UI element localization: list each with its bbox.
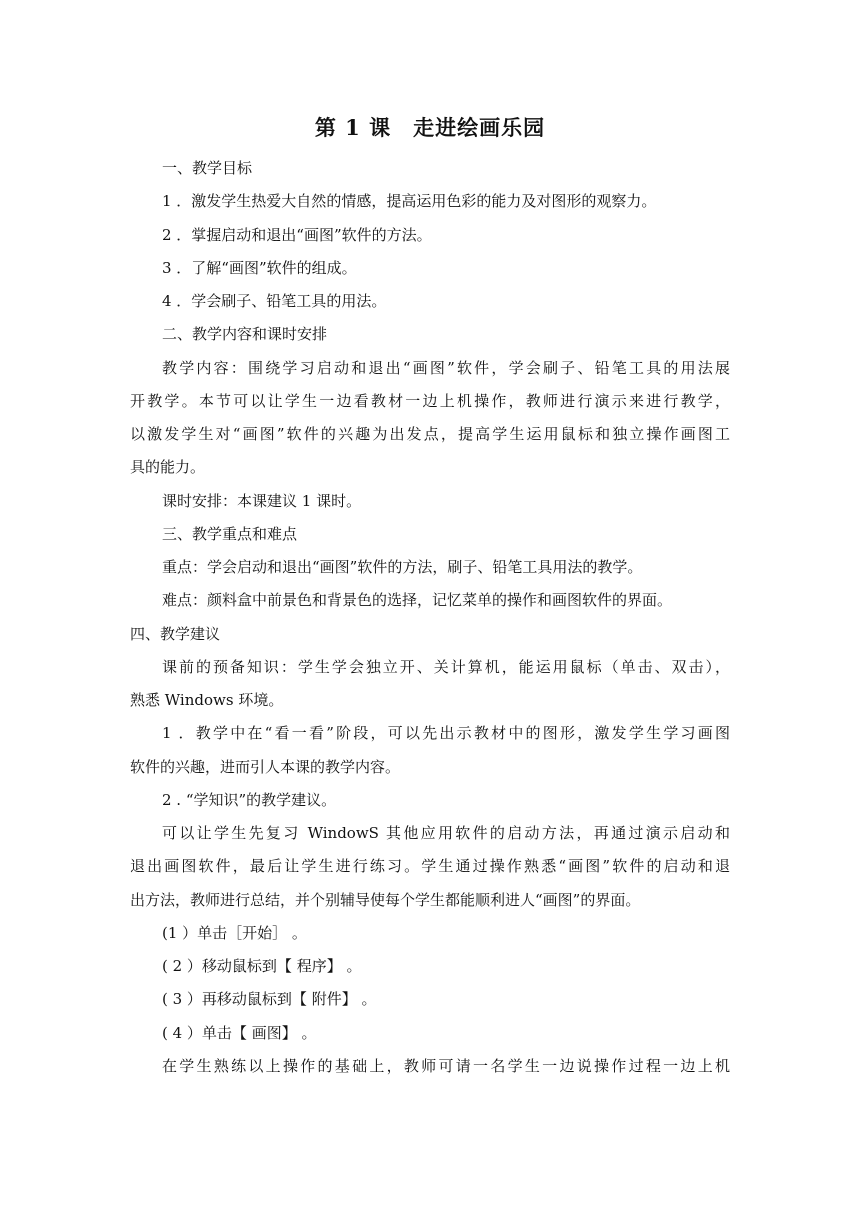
content-paragraph-line: 教学内容：围绕学习启动和退出“画图”软件，学会刷子、铅笔工具的用法展 [162, 359, 730, 377]
suggestion-2-line: 2 . “学知识”的教学建议。 [162, 791, 337, 809]
practice-paragraph-line: 可以让学生先复习 WindowS 其他应用软件的启动方法，再通过演示启动和 [162, 824, 730, 842]
difficulty-line: 难点：颜料盒中前景色和背景色的选择，记忆菜单的操作和画图软件的界面。 [162, 591, 673, 609]
suggestion-1-line: 1 ．教学中在“看一看”阶段，可以先出示教材中的图形，激发学生学习画图 [162, 724, 730, 742]
suggestion-1-line: 软件的兴趣，进而引人本课的教学内容。 [130, 758, 401, 776]
lesson-title: 第 1 课 走进绘画乐园 [314, 115, 546, 140]
step-4: ( 4 ）单击【 画图】 。 [162, 1024, 317, 1042]
objective-4: 4 ．学会刷子、铅笔工具的用法。 [162, 292, 387, 310]
content-paragraph-line: 具的能力。 [130, 458, 206, 476]
objective-1: 1 ．激发学生热爱大自然的情感，提高运用色彩的能力及对图形的观察力。 [162, 192, 657, 210]
content-paragraph-line: 以激发学生对“画图”软件的兴趣为出发点，提高学生运用鼠标和独立操作画图工 [130, 425, 730, 443]
objective-2: 2 ．掌握启动和退出“画图”软件的方法。 [162, 226, 432, 244]
content-heading: 二、教学内容和课时安排 [162, 325, 328, 343]
prereq-paragraph-line: 熟悉 Windows 环境。 [130, 691, 284, 709]
content-paragraph-line: 开教学。本节可以让学生一边看教材一边上机操作，教师进行演示来进行教学， [130, 392, 730, 410]
practice-paragraph-line: 退出画图软件，最后让学生进行练习。学生通过操作熟悉“画图”软件的启动和退 [130, 857, 730, 875]
step-1: (1 ）单击［开始］ 。 [162, 924, 307, 942]
objective-3: 3 ．了解“画图”软件的组成。 [162, 259, 357, 277]
step-3: ( 3 ）再移动鼠标到【 附件】 。 [162, 990, 377, 1008]
objectives-heading: 一、教学目标 [162, 159, 253, 177]
suggestions-heading: 四、教学建议 [130, 625, 221, 643]
keypoint-line: 重点：学会启动和退出“画图”软件的方法，刷子、铅笔工具用法的教学。 [162, 558, 643, 576]
schedule-line: 课时安排：本课建议 1 课时。 [162, 492, 362, 510]
final-paragraph-line: 在学生熟练以上操作的基础上，教师可请一名学生一边说操作过程一边上机 [162, 1057, 730, 1075]
step-2: ( 2 ）移动鼠标到【 程序】 。 [162, 957, 362, 975]
practice-paragraph-line: 出方法，教师进行总结，并个别辅导使每个学生都能顺利进人“画图”的界面。 [130, 891, 641, 909]
keypoints-heading: 三、教学重点和难点 [162, 525, 298, 543]
prereq-paragraph-line: 课前的预备知识：学生学会独立开、关计算机，能运用鼠标（单击、双击）， [162, 658, 730, 676]
